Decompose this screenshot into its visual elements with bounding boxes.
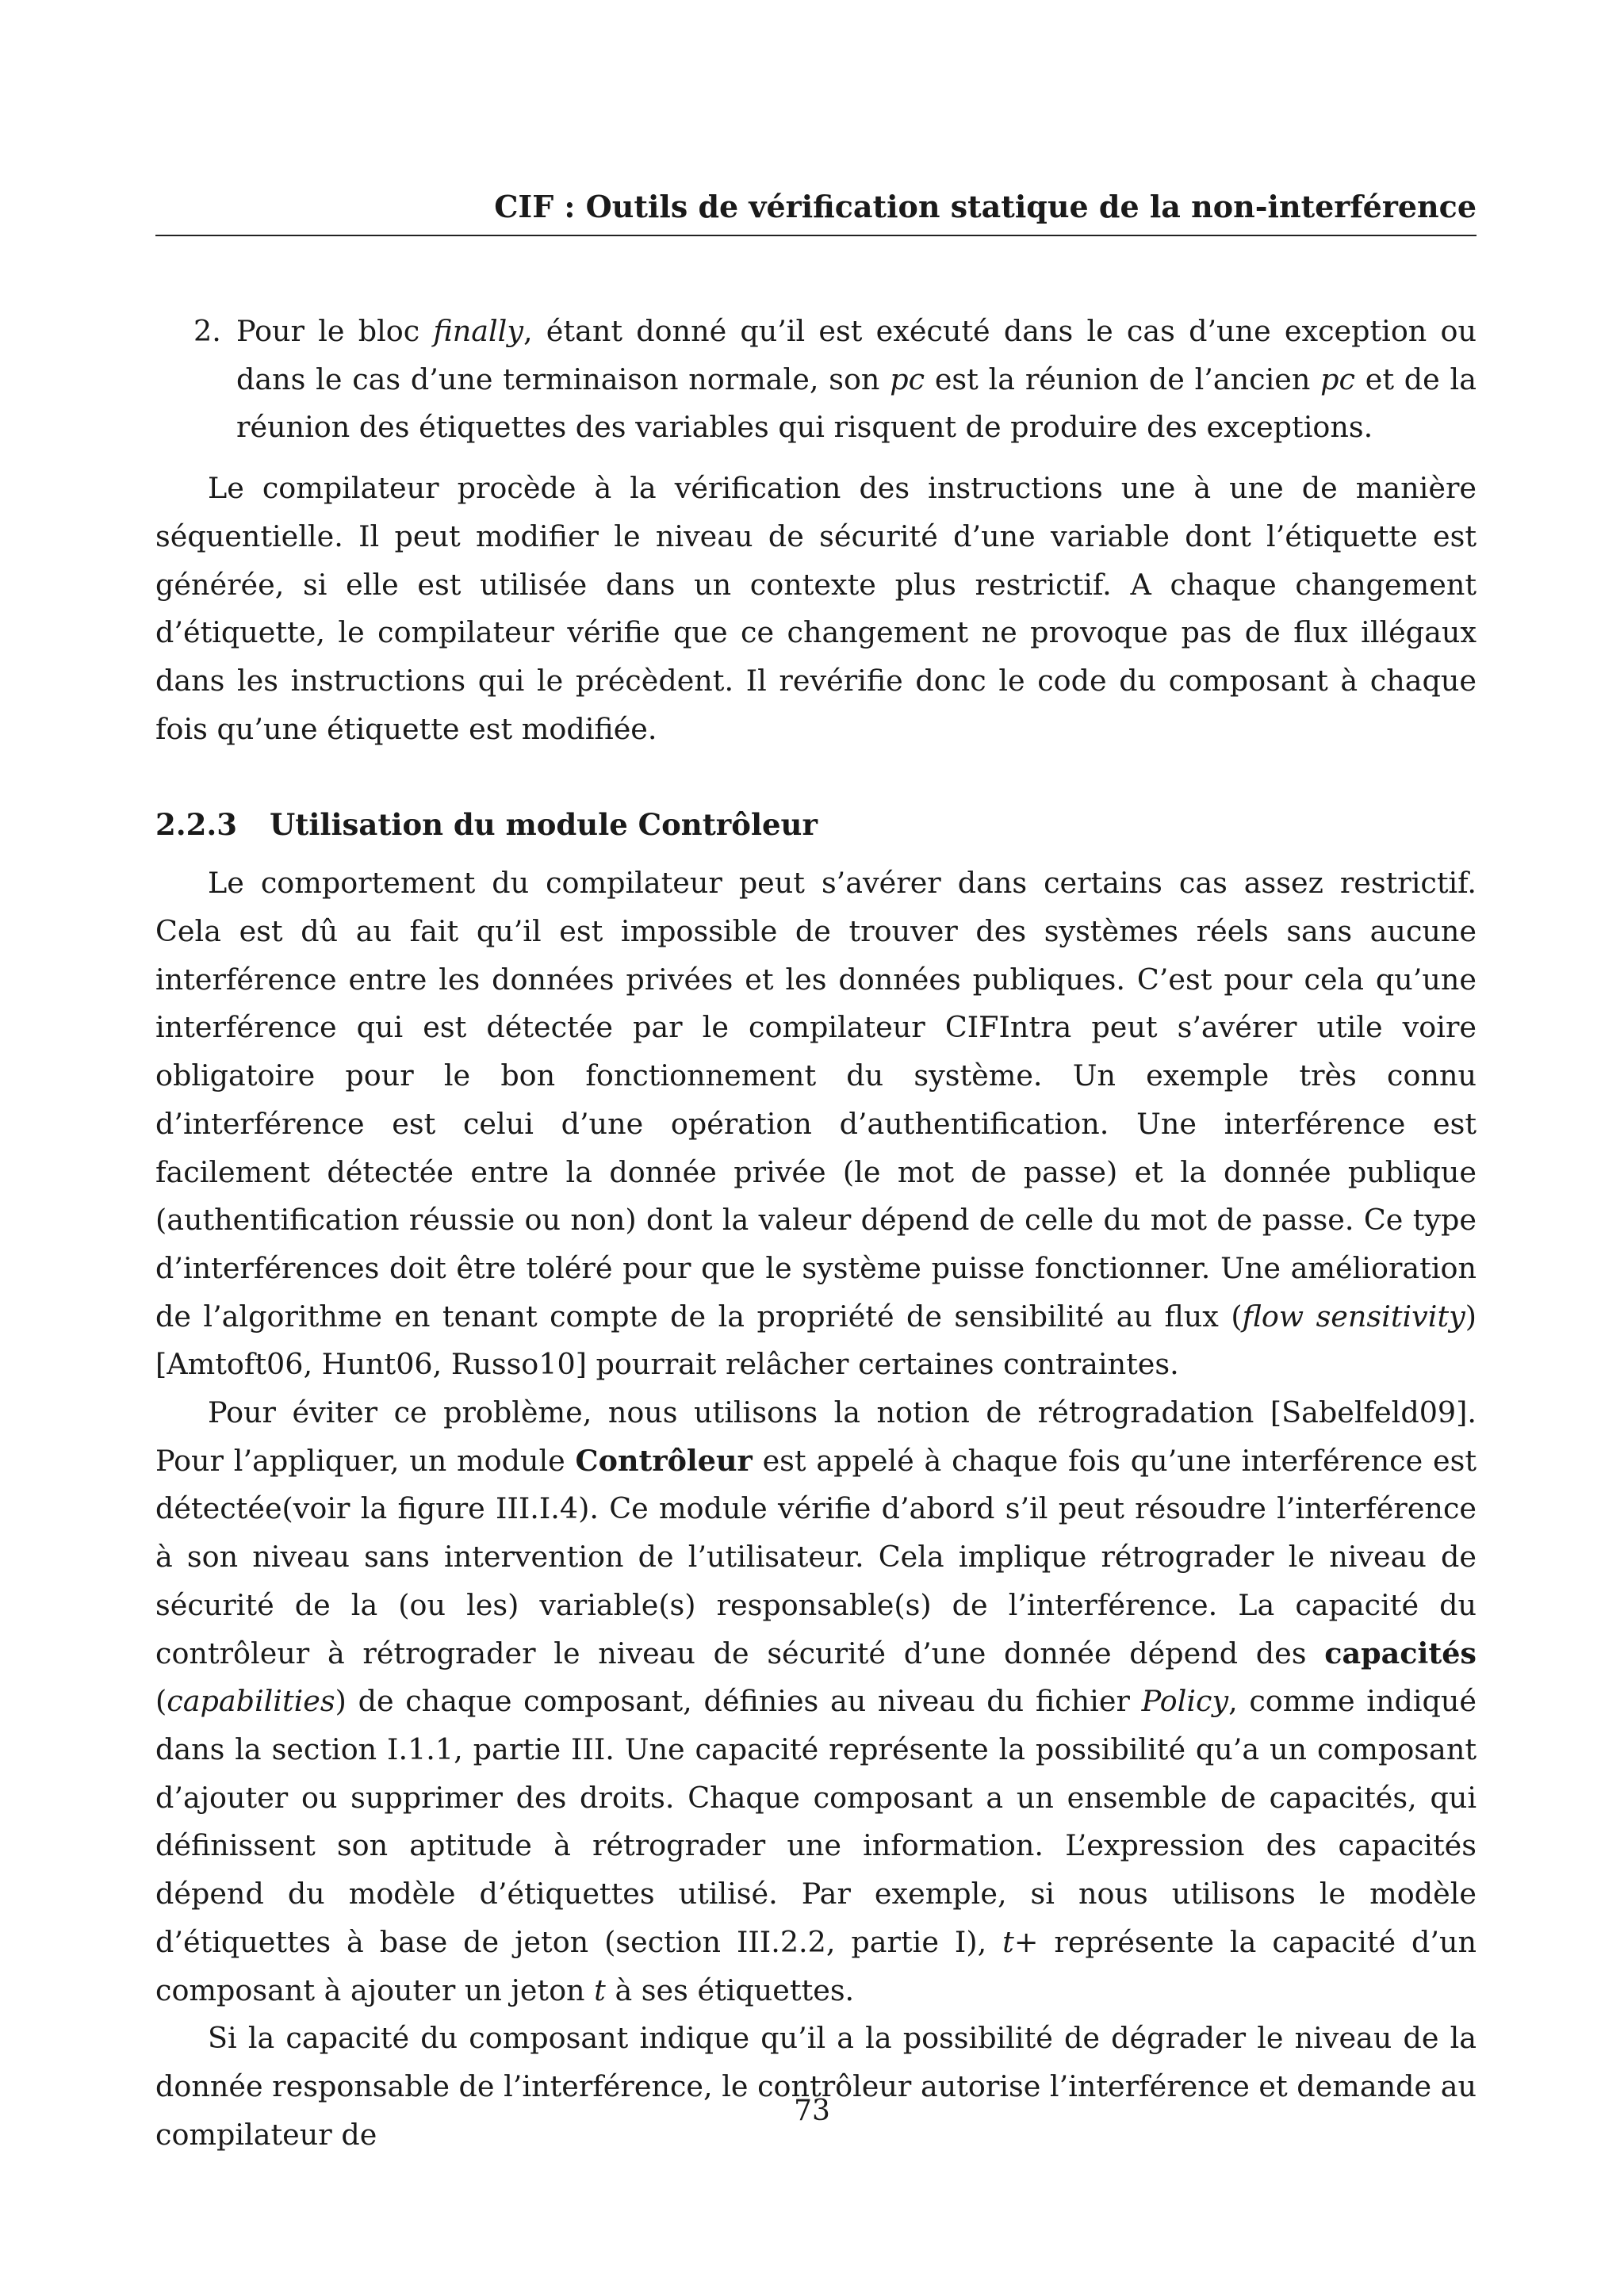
term-policy: Policy — [1141, 1684, 1229, 1719]
term-controleur: Contrôleur — [575, 1443, 753, 1478]
paragraph-capacity: Si la capacité du composant indique qu’il a la possibilité de dégrader le niveau de la donnée responsable de l’interférence, le contrôleur autorise l’interférence et demande au compilateur de — [155, 2021, 1477, 2152]
paragraph-avoid — [155, 1389, 1477, 2015]
section-title: Utilisation du module Contrôleur — [270, 807, 818, 843]
list-text: et de la réunion des étiquettes des variables qui risquent de produire des exceptions. — [236, 362, 1477, 445]
term-pc: pc — [1320, 362, 1355, 396]
term-t: t — [1002, 1924, 1014, 1959]
term-pc: pc — [890, 362, 925, 396]
paragraph-text: ) de chaque composant, définies au niveau du fichier — [335, 1684, 1142, 1719]
term-finally: finally — [433, 314, 523, 348]
paragraph-text: ) [Amtoft06, Hunt06, Russo10] pourrait relâcher certaines contraintes. — [155, 1299, 1477, 1382]
list-text: est la réunion de l’ancien — [925, 362, 1321, 396]
running-header: CIF : Outils de vérification statique de la non-interférence — [155, 187, 1477, 236]
section-number: 2.2.3 — [155, 807, 237, 843]
page-number: 73 — [794, 2095, 830, 2127]
list-text: , étant donné qu’il est exécuté dans le cas d’une exception ou dans le cas d’une terminaison normale, son — [236, 314, 1477, 396]
term-capacites: capacités — [1324, 1636, 1477, 1670]
term-t: t — [594, 1973, 606, 2007]
paragraph-text: à ses étiquettes. — [605, 1973, 855, 2007]
paragraph-text: ( — [155, 1684, 167, 1719]
list-item-2 — [155, 308, 1477, 452]
paragraph-text: est appelé à chaque fois qu’une interférence est détectée(voir la figure III.I.4). Ce module vérifie d’abord s’il peut résoudre l’interférence à son niveau sans intervention de l’utilisateur. Cela implique rétrograder le niveau de sécurité de la (ou les) variable(s) responsable(s) de l’interférence. La capacité du contrôleur à rétrograder le niveau de sécurité d’une donnée dépend des — [155, 1443, 1477, 1670]
paragraph-text: Le comportement du compilateur peut s’avérer dans certains cas assez restrictif. Cela est dû au fait qu’il est impossible de trouver des systèmes réels sans aucune interférence entre les données privées et les données publiques. C’est pour cela qu’une interférence qui est détectée par le compilateur CIFIntra peut s’avérer utile voire obligatoire pour le bon fonctionnement du système. Un exemple très connu d’interférence est celui d’une opération d’authentification. Une interférence est facilement détectée entre la donnée privée (le mot de passe) et la donnée publique (authentification réussie ou non) dont la valeur dépend de celle du mot de passe. Ce type d’interférences doit être toléré pour que le système puisse fonctionner. Une amélioration de l’algorithme en tenant compte de la propriété de sensibilité au flux ( — [155, 866, 1477, 1334]
page-body — [155, 308, 1477, 2159]
term-capabilities: capabilities — [167, 1684, 335, 1719]
paragraph-text: Pour éviter ce problème, nous utilisons la notion de rétrogradation [Sabelfeld09]. Pour l’appliquer, un module — [155, 1395, 1477, 1478]
section-heading — [155, 801, 1477, 848]
list-item-number: 2. — [193, 314, 221, 348]
list-text: Pour le bloc — [236, 314, 434, 348]
paragraph-text: , comme indiqué dans la section I.1.1, partie III. Une capacité représente la possibilité qu’a un composant d’ajouter ou supprimer des droits. Chaque composant a un ensemble de capacités, qui définissent son aptitude à rétrograder une information. L’expression des capacités dépend du modèle d’étiquettes utilisé. Par exemple, si nous utilisons le modèle d’étiquettes à base de jeton (section III.2.2, partie I), — [155, 1684, 1477, 1959]
paragraph-compiler: Le compilateur procède à la vérification des instructions une à une de manière séquentielle. Il peut modifier le niveau de sécurité d’une variable dont l’étiquette est générée, si elle est utilisée dans un contexte plus restrictif. A chaque changement d’étiquette, le compilateur vérifie que ce changement ne provoque pas de flux illégaux dans les instructions qui le précèdent. Il revérifie donc le code du composant à chaque fois qu’une étiquette est modifiée. — [155, 471, 1477, 746]
term-flow-sensitivity: flow sensitivity — [1242, 1299, 1465, 1334]
paragraph-text: + représente la capacité d’un composant à ajouter un jeton — [155, 1924, 1477, 2007]
paragraph-behaviour — [155, 859, 1477, 1389]
